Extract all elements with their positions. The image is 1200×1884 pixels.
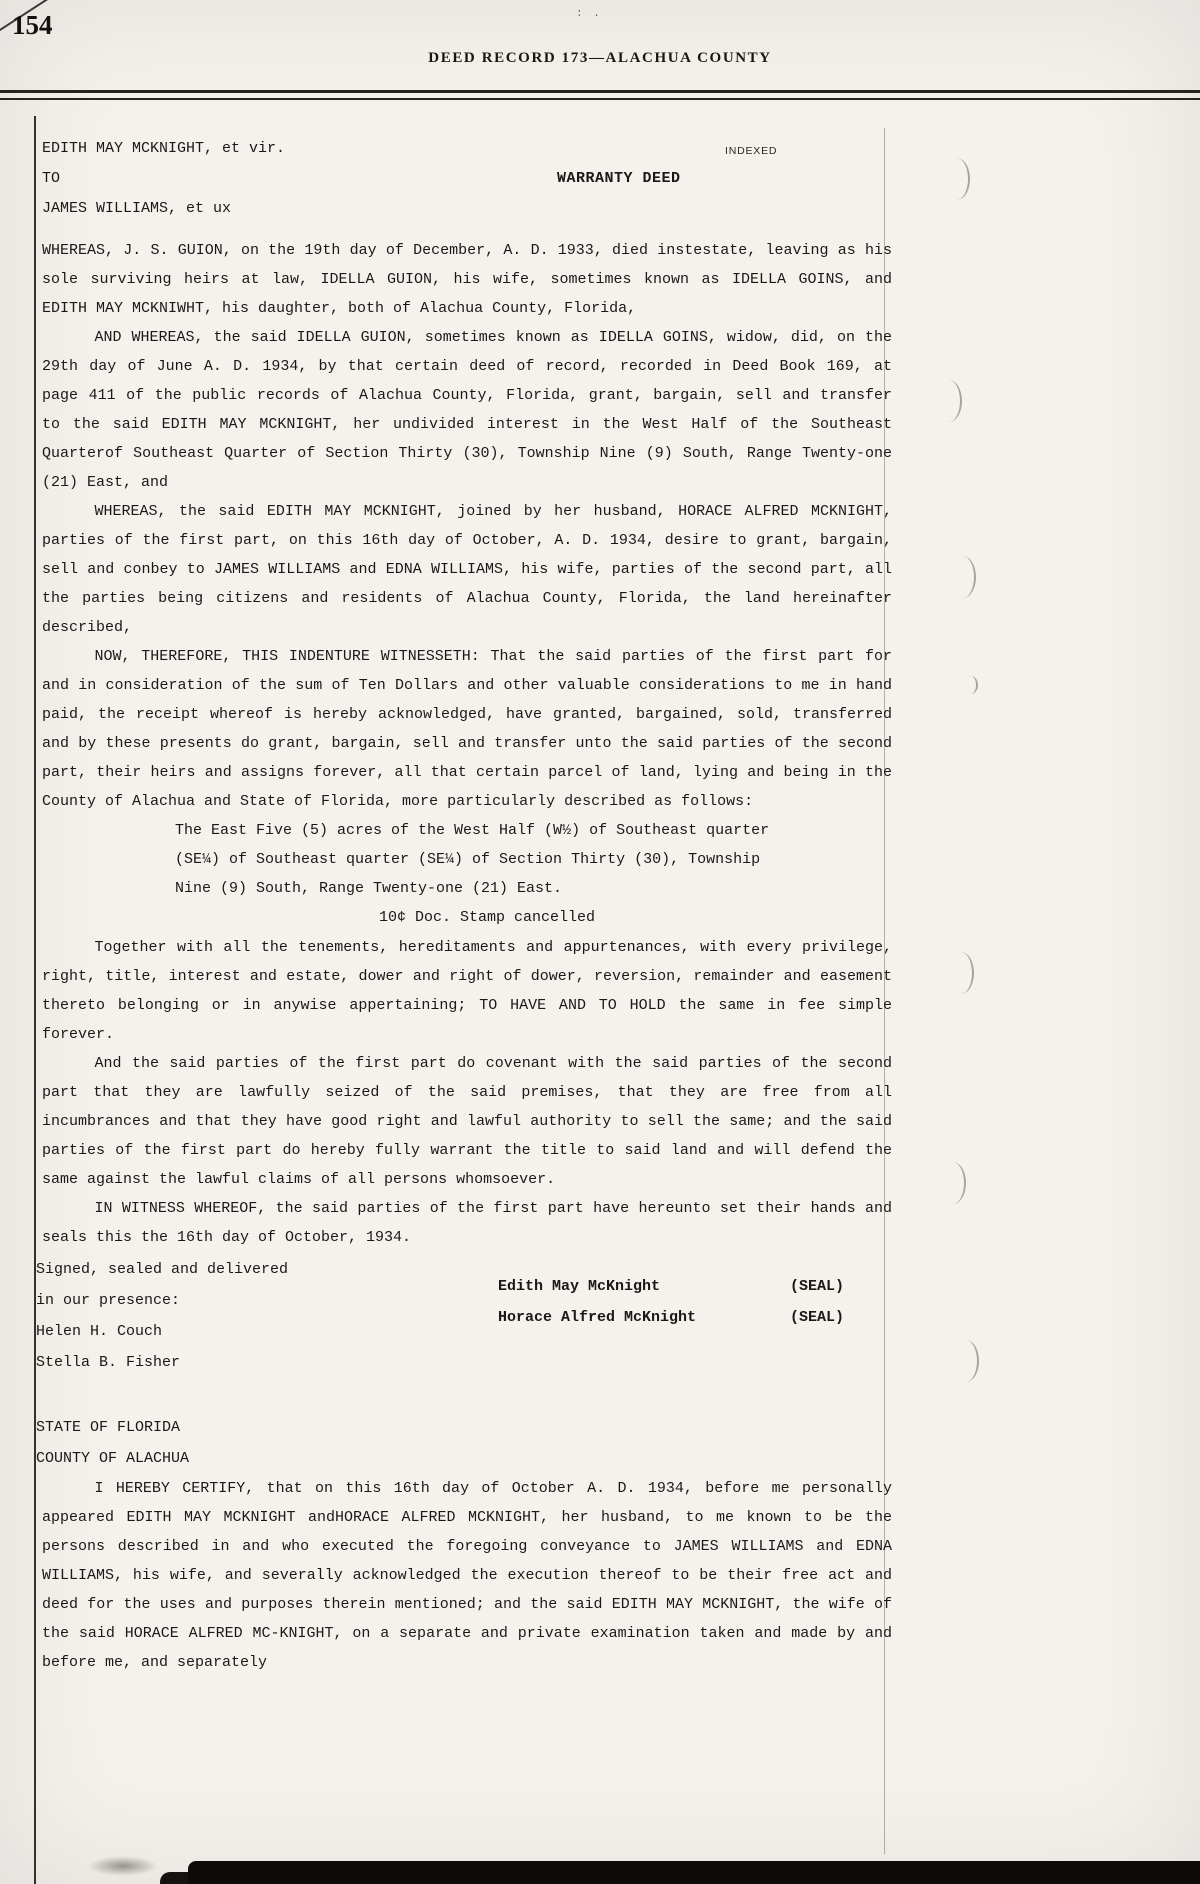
- legal-description-line: The East Five (5) acres of the West Half (W½) of Southeast quarter: [175, 822, 770, 839]
- paragraph-together-with: Together with all the tenements, hereditaments and appurtenances, with every privilege, right, title, interest and estate, dower and right of dower, reversion, remainder and easement thereto belonging or in anywise appertaining; TO HAVE AND TO HOLD the same in fee simple forever.: [42, 939, 892, 1043]
- seal-label: (SEAL): [789, 1309, 844, 1326]
- state-line: STATE OF FLORIDA: [36, 1419, 181, 1436]
- header-rule: [0, 90, 1200, 100]
- signature-row: [498, 1271, 844, 1302]
- grantee-name: JAMES WILLIAMS, et ux: [42, 200, 232, 217]
- to-label: TO: [42, 170, 61, 187]
- scan-artifact: [948, 952, 974, 994]
- seal-label: (SEAL): [789, 1278, 844, 1295]
- scan-artifact: [964, 676, 978, 694]
- witness-line: in our presence:: [36, 1292, 181, 1309]
- witness-signature: Helen H. Couch: [36, 1323, 163, 1340]
- page-number: 154: [12, 10, 53, 40]
- paragraph-in-witness: IN WITNESS WHEREOF, the said parties of the first part have hereunto set their hands and seals this the 16th day of October, 1934.: [42, 1200, 892, 1246]
- caption-row-grantor: [42, 134, 892, 164]
- scan-artifact: [936, 380, 962, 422]
- acknowledgment-text: I HEREBY CERTIFY, that on this 16th day of October A. D. 1934, before me personally appeared EDITH MAY MCKNIGHT andHORACE ALFRED MCKNIGHT, her husband, to me known to be the persons described in and who executed the foregoing conveyance to JAMES WILLIAMS and EDNA WILLIAMS, his wife, and severally acknowledged the execution thereof to be their free act and deed for the uses and purposes therein mentioned; and the said EDITH MAY MCKNIGHT, the wife of the said HORACE ALFRED MC-KNIGHT, on a separate and private examination taken and made by and before me, and separately: [42, 1480, 892, 1671]
- paragraph-covenant: And the said parties of the first part do covenant with the said parties of the second part that they are lawfully seized of the said premises, that they are free from all incumbrances and that they have good right and lawful authority to sell the same; and the said parties of the first part do hereby fully warrant the title to said land and will defend the same against the lawful claims of all persons whomsoever.: [42, 1055, 892, 1188]
- caption-row-grantee: [42, 194, 892, 224]
- paragraph-whereas-mcknight: WHEREAS, the said EDITH MAY MCKNIGHT, joined by her husband, HORACE ALFRED MCKNIGHT, parties of the first part, on this 16th day of October, A. D. 1934, desire to grant, bargain, sell and conbey to JAMES WILLIAMS and EDNA WILLIAMS, his wife, parties of the second part, all the parties being citizens and residents of Alachua County, Florida, the land hereinafter described,: [42, 503, 892, 636]
- acknowledgment-venue: [36, 1412, 892, 1474]
- signature-column: [498, 1271, 844, 1378]
- signatory-name: Edith May McKnight: [498, 1278, 661, 1295]
- legal-description-line: (SE¼) of Southeast quarter (SE¼) of Section Thirty (30), Township: [175, 851, 761, 868]
- paragraph-and-whereas: AND WHEREAS, the said IDELLA GUION, sometimes known as IDELLA GOINS, widow, did, on the 29th day of June A. D. 1934, by that certain deed of record, recorded in Deed Book 169, at page 411 of the public records of Alachua County, Florida, grant, bargain, sell and transfer to the said EDITH MAY MCKNIGHT, her undivided interest in the West Half of the Southeast Quarterof Southeast Quarter of Section Thirty (30), Township Nine (9) South, Range Twenty-one (21) East, and: [42, 329, 892, 491]
- indexed-stamp: INDEXED: [725, 145, 778, 157]
- execution-block: [36, 1254, 892, 1378]
- doc-stamp-note: 10¢ Doc. Stamp cancelled: [378, 909, 596, 926]
- paragraph-whereas-guion: WHEREAS, J. S. GUION, on the 19th day of December, A. D. 1933, died instestate, leaving as his sole surviving heirs at law, IDELLA GUION, his wife, sometimes known as IDELLA GOINS, and EDITH MAY MCKNIWHT, his daughter, both of Alachua County, Florida,: [42, 242, 892, 317]
- scan-artifact: [950, 556, 976, 598]
- scan-smudge: [88, 1856, 158, 1876]
- scan-edge-bar: [188, 1861, 1200, 1884]
- scan-speck: : .: [576, 8, 602, 20]
- grantor-name: EDITH MAY MCKNIGHT, et vir.: [42, 140, 286, 157]
- document-type-title: WARRANTY DEED: [557, 170, 681, 187]
- witness-signature: Stella B. Fisher: [36, 1354, 181, 1371]
- legal-description-line: Nine (9) South, Range Twenty-one (21) East.: [175, 880, 563, 897]
- county-line: COUNTY OF ALACHUA: [36, 1450, 190, 1467]
- left-margin-rule: [34, 116, 36, 1884]
- signature-row: [498, 1302, 844, 1333]
- witness-column: [36, 1254, 498, 1378]
- running-header: DEED RECORD 173—ALACHUA COUNTY: [428, 50, 772, 66]
- scan-artifact: [953, 1340, 979, 1382]
- legal-description: [175, 816, 815, 903]
- deed-document: [36, 134, 892, 1677]
- caption-block: [42, 134, 892, 224]
- scan-artifact: [940, 1162, 966, 1204]
- witness-line: Signed, sealed and delivered: [36, 1261, 289, 1278]
- scan-artifact: [944, 158, 970, 200]
- signatory-name: Horace Alfred McKnight: [498, 1309, 697, 1326]
- caption-row-to: [42, 164, 892, 194]
- paragraph-indenture: NOW, THEREFORE, THIS INDENTURE WITNESSETH: That the said parties of the first part for and in consideration of the sum of Ten Dollars and other valuable considerations to me in hand paid, the receipt whereof is hereby acknowledged, have granted, bargained, sold, transferred and by these presents do grant, bargain, sell and transfer unto the said parties of the second part, their heirs and assigns forever, all that certain parcel of land, lying and being in the County of Alachua and State of Florida, more particularly described as follows:: [42, 648, 892, 810]
